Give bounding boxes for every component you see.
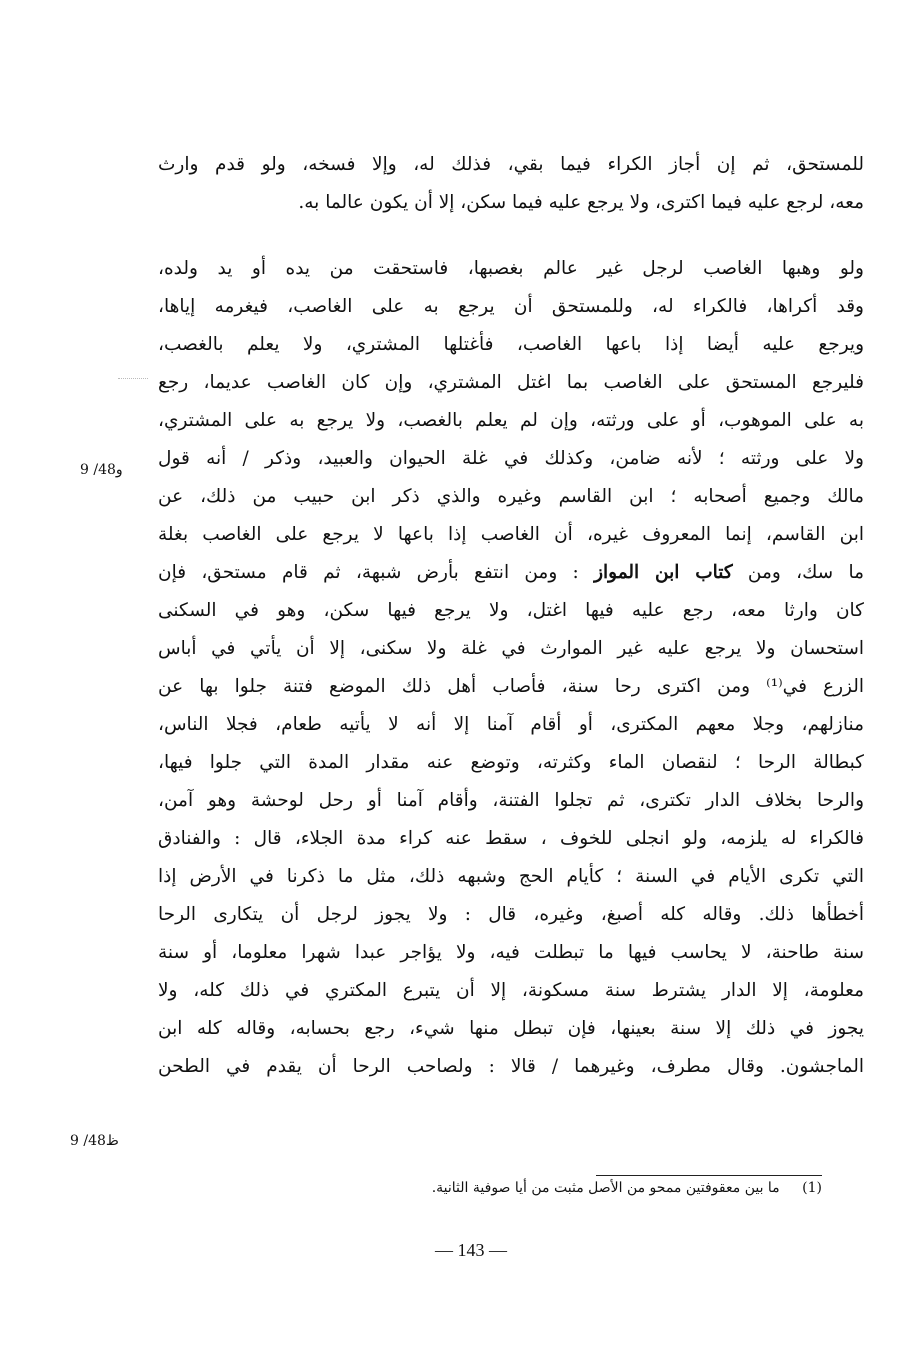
text-line: به على الموهوب، أو على ورثته، وإن لم يعلم بالغصب، ولا يرجع به على المشتري، bbox=[158, 410, 864, 431]
text-line: معه، لرجع عليه فيما اكترى، ولا يرجع عليه فيما سكن، إلا أن يكون عالما به. bbox=[298, 192, 864, 213]
text-line: يجوز في ذلك إلا سنة بعينها، فإن تبطل منها شيء، رجع بحسابه، وقاله كله ابن bbox=[158, 1018, 864, 1039]
paragraph-1 bbox=[158, 146, 864, 222]
text-line: فليرجع المستحق على الغاصب بما اغتل المشتري، وإن كان الغاصب عديما، رجع bbox=[158, 372, 864, 393]
text-line: فالكراء له يلزمه، ولو انجلى للخوف ، سقط عنه كراء مدة الجلاء، قال : والفنادق bbox=[158, 828, 864, 849]
text-line-with-book-title: ما سك، ومن كتاب ابن المواز : ومن انتفع بأرض شبهة، ثم قام مستحق، فإن bbox=[158, 562, 864, 583]
text-line: أخطأها ذلك. وقاله كله أصبغ، وغيره، قال : ولا يجوز لرجل أن يتكارى الرحا bbox=[158, 904, 864, 925]
paragraph-2 bbox=[158, 250, 864, 1086]
text-line: استحسان ولا يرجع عليه غير الموارث في غلة ولا سكنى، إلا أن يأتي في أباس bbox=[158, 638, 864, 659]
marginal-folio-note: 9 /48ظ bbox=[70, 1133, 119, 1149]
text-line: ابن القاسم، إنما المعروف غيره، أن الغاصب إذا باعها لا يرجع على الغاصب بغلة bbox=[158, 524, 864, 545]
text-line: ولا على ورثته ؛ لأنه ضامن، وكذلك في غلة الحيوان والعبيد، وذكر / أنه قول bbox=[158, 448, 864, 469]
scan-speck bbox=[118, 378, 148, 379]
footnote bbox=[300, 1180, 822, 1196]
text-line: منازلهم، وجلا معهم المكترى، أو أقام آمنا إلا أنه لا يأتيه طعام، فجلا الناس، bbox=[158, 714, 864, 735]
text-line: ولو وهبها الغاصب لرجل غير عالم بغصبها، فاستحقت من يده أو يد ولده، bbox=[158, 258, 864, 279]
text-line: مالك وجميع أصحابه ؛ ابن القاسم وغيره والذي ذكر ابن حبيب من ذلك، عن bbox=[158, 486, 864, 507]
text-line: كان وارثا معه، رجع عليه فيها اغتل، ولا يرجع فيها سكن، وهو في السكنى bbox=[158, 600, 864, 621]
footnote-separator bbox=[596, 1175, 822, 1176]
text-line: للمستحق، ثم إن أجاز الكراء فيما بقي، فذلك له، وإلا فسخه، ولو قدم وارث bbox=[158, 154, 864, 175]
book-title: كتاب ابن المواز bbox=[594, 562, 733, 583]
text-line: وقد أكراها، فالكراء له، وللمستحق أن يرجع به على الغاصب، فيغرمه إياها، bbox=[158, 296, 864, 317]
text-line: معلومة، إلا الدار يشترط سنة مسكونة، إلا أن يتبرع المكتري في ذلك كله، ولا bbox=[158, 980, 864, 1001]
footnote-text: ما بين معقوفتين ممحو من الأصل مثبت من أيا صوفية الثانية. bbox=[431, 1180, 780, 1196]
text-line: الزرع في⁽¹⁾ ومن اكترى رحا سنة، فأصاب أهل ذلك الموضع فتنة جلوا بها عن bbox=[158, 676, 864, 697]
marginal-folio-note: 9 /48و bbox=[80, 462, 123, 478]
text-line: الماجشون. وقال مطرف، وغيرهما / قالا : ولصاحب الرحا أن يقدم في الطحن bbox=[158, 1056, 864, 1077]
text-line: ويرجع عليه أيضا إذا باعها الغاصب، فأغتلها المشتري، ولا يعلم بالغصب، bbox=[158, 334, 864, 355]
text-line: سنة طاحنة، لا يحاسب فيها ما تبطلت فيه، ولا يؤاجر عبدا شهرا معلوما، أو سنة bbox=[158, 942, 864, 963]
text-line: والرحا بخلاف الدار تكترى، ثم تجلوا الفتنة، وأقام آمنا أو رحل لوحشة وهو آمن، bbox=[158, 790, 864, 811]
text-line: التي تكرى الأيام في السنة ؛ كأيام الحج وشبهه ذلك، مثل ما ذكرنا في الأرض إذا bbox=[158, 866, 864, 887]
text-line: كبطالة الرحا ؛ لنقصان الماء وكثرته، وتوضع عنه مقدار المدة التي جلوا فيها، bbox=[158, 752, 864, 773]
footnote-number: (1) bbox=[802, 1180, 822, 1196]
page-number: — 143 — bbox=[435, 1240, 507, 1260]
